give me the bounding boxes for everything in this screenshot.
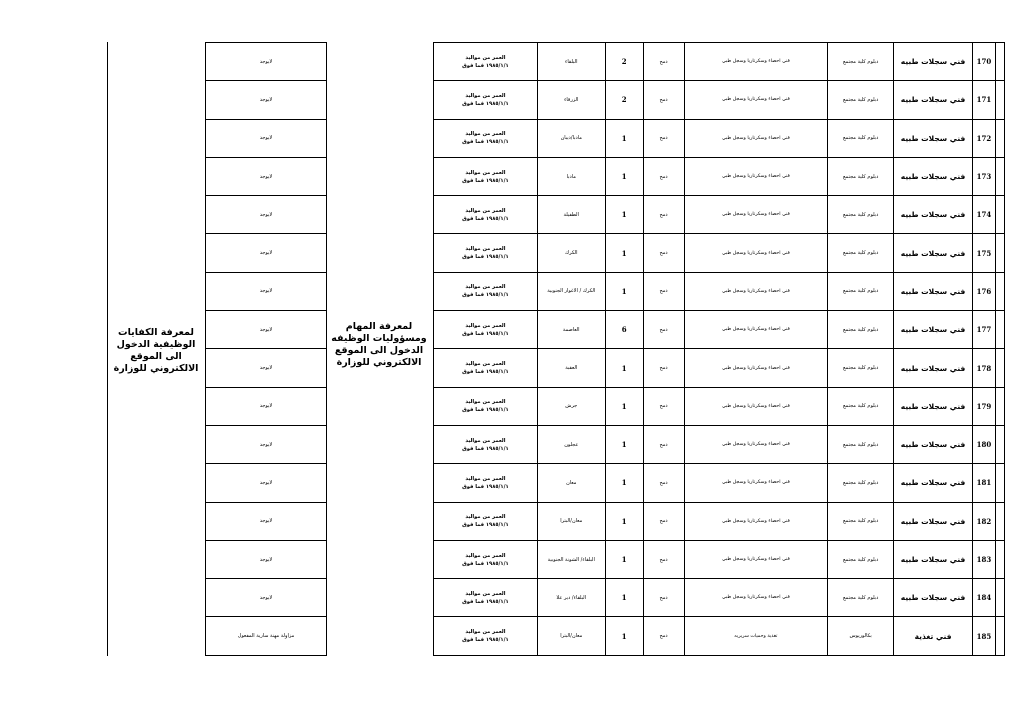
- age-line-1: العمر من مواليد: [465, 437, 506, 444]
- age-line-2: ١٩٨٥/١/١ فما فوق: [462, 369, 509, 376]
- age-line-2: ١٩٨٥/١/١ فما فوق: [462, 407, 509, 414]
- blank-cell: [995, 234, 1004, 272]
- sequence-cell: 183: [973, 540, 996, 578]
- experience-cell: لايوجد: [206, 196, 327, 234]
- age-requirement-cell: [434, 119, 538, 157]
- job-title-cell: فني سجلات طبيه: [894, 349, 973, 387]
- location-cell: الزرقاء: [537, 81, 605, 119]
- count-cell: 1: [605, 540, 643, 578]
- table-row: [434, 349, 1005, 387]
- experience-cell: لايوجد: [206, 119, 327, 157]
- table-row: [434, 81, 1005, 119]
- age-line-1: العمر من مواليد: [465, 552, 506, 559]
- table-row: [206, 196, 327, 234]
- sequence-cell: 170: [973, 43, 996, 81]
- age-line-2: ١٩٨٥/١/١ فما فوق: [462, 598, 509, 605]
- table-row: [434, 425, 1005, 463]
- age-line-1: العمر من مواليد: [465, 207, 506, 214]
- degree-cell: دبلوم كلية مجتمع: [828, 234, 894, 272]
- degree-cell: دبلوم كلية مجتمع: [828, 43, 894, 81]
- table-row: [206, 387, 327, 425]
- table-row: [434, 579, 1005, 617]
- experience-cell: لايوجد: [206, 234, 327, 272]
- table-row: [206, 349, 327, 387]
- type-cell: دمج: [643, 617, 684, 655]
- specialization-cell: فني احصاء وسكرتاريا وسجل طبي: [684, 464, 828, 502]
- specialization-cell: فني احصاء وسكرتاريا وسجل طبي: [684, 502, 828, 540]
- age-requirement-cell: [434, 43, 538, 81]
- sequence-cell: 182: [973, 502, 996, 540]
- experience-cell: لايوجد: [206, 43, 327, 81]
- age-requirement-cell: [434, 234, 538, 272]
- type-cell: دمج: [643, 349, 684, 387]
- specialization-cell: فني احصاء وسكرتاريا وسجل طبي: [684, 157, 828, 195]
- age-requirement-cell: [434, 196, 538, 234]
- count-cell: 6: [605, 311, 643, 349]
- sequence-cell: 176: [973, 272, 996, 310]
- type-cell: دمج: [643, 81, 684, 119]
- specialization-cell: فني احصاء وسكرتاريا وسجل طبي: [684, 425, 828, 463]
- experience-cell: لايوجد: [206, 579, 327, 617]
- left-margin-line: [107, 42, 108, 656]
- location-cell: الكرك / الاغوار الجنوبية: [537, 272, 605, 310]
- sequence-cell: 180: [973, 425, 996, 463]
- job-title-cell: فني سجلات طبيه: [894, 119, 973, 157]
- age-line-1: العمر من مواليد: [465, 361, 506, 368]
- sequence-cell: 178: [973, 349, 996, 387]
- job-title-cell: فني سجلات طبيه: [894, 425, 973, 463]
- age-requirement-cell: [434, 617, 538, 655]
- job-title-cell: فني سجلات طبيه: [894, 502, 973, 540]
- age-line-1: العمر من مواليد: [465, 322, 506, 329]
- specialization-cell: فني احصاء وسكرتاريا وسجل طبي: [684, 387, 828, 425]
- age-line-2: ١٩٨٥/١/١ فما فوق: [462, 292, 509, 299]
- experience-cell: لايوجد: [206, 540, 327, 578]
- age-requirement-cell: [434, 502, 538, 540]
- age-line-2: ١٩٨٥/١/١ فما فوق: [462, 215, 509, 222]
- count-cell: 1: [605, 502, 643, 540]
- count-cell: 2: [605, 43, 643, 81]
- location-cell: مادبا/ذيبان: [537, 119, 605, 157]
- job-title-cell: فني سجلات طبيه: [894, 43, 973, 81]
- sequence-cell: 175: [973, 234, 996, 272]
- jobs-table: [433, 42, 1005, 656]
- count-cell: 1: [605, 234, 643, 272]
- degree-cell: دبلوم كلية مجتمع: [828, 81, 894, 119]
- age-line-2: ١٩٨٥/١/١ فما فوق: [462, 483, 509, 490]
- experience-cell: لايوجد: [206, 502, 327, 540]
- table-row: [434, 387, 1005, 425]
- experience-cell: لايوجد: [206, 425, 327, 463]
- table-row: [206, 311, 327, 349]
- location-cell: الطفيلة: [537, 196, 605, 234]
- blank-cell: [995, 311, 1004, 349]
- sequence-cell: 174: [973, 196, 996, 234]
- table-row: [206, 234, 327, 272]
- age-line-1: العمر من مواليد: [465, 284, 506, 291]
- sequence-cell: 184: [973, 579, 996, 617]
- age-line-1: العمر من مواليد: [465, 169, 506, 176]
- location-cell: البلقاء: [537, 43, 605, 81]
- table-row: [434, 464, 1005, 502]
- count-cell: 1: [605, 464, 643, 502]
- specialization-cell: فني احصاء وسكرتاريا وسجل طبي: [684, 311, 828, 349]
- sequence-cell: 172: [973, 119, 996, 157]
- experience-cell: لايوجد: [206, 464, 327, 502]
- specialization-cell: فني احصاء وسكرتاريا وسجل طبي: [684, 272, 828, 310]
- specialization-cell: فني احصاء وسكرتاريا وسجل طبي: [684, 81, 828, 119]
- age-line-1: العمر من مواليد: [465, 475, 506, 482]
- blank-cell: [995, 579, 1004, 617]
- age-requirement-cell: [434, 157, 538, 195]
- type-cell: دمج: [643, 502, 684, 540]
- specialization-cell: فني احصاء وسكرتاريا وسجل طبي: [684, 579, 828, 617]
- blank-cell: [995, 387, 1004, 425]
- experience-cell: مزاولة مهنة سارية المفعول: [206, 617, 327, 655]
- type-cell: دمج: [643, 540, 684, 578]
- age-requirement-cell: [434, 425, 538, 463]
- table-row: [206, 502, 327, 540]
- table-row: [434, 234, 1005, 272]
- experience-table: [205, 42, 327, 656]
- table-row: [434, 311, 1005, 349]
- degree-cell: دبلوم كلية مجتمع: [828, 502, 894, 540]
- location-cell: البلقاء/ الشونة الجنوبية: [537, 540, 605, 578]
- count-cell: 2: [605, 81, 643, 119]
- type-cell: دمج: [643, 464, 684, 502]
- degree-cell: دبلوم كلية مجتمع: [828, 311, 894, 349]
- table-row: [434, 157, 1005, 195]
- table-row: [434, 196, 1005, 234]
- type-cell: دمج: [643, 119, 684, 157]
- job-title-cell: فني سجلات طبيه: [894, 81, 973, 119]
- table-row: [434, 540, 1005, 578]
- sequence-cell: 173: [973, 157, 996, 195]
- job-title-cell: فني سجلات طبيه: [894, 579, 973, 617]
- job-title-cell: فني سجلات طبيه: [894, 311, 973, 349]
- experience-cell: لايوجد: [206, 387, 327, 425]
- age-requirement-cell: [434, 349, 538, 387]
- location-cell: عجلون: [537, 425, 605, 463]
- age-line-2: ١٩٨٥/١/١ فما فوق: [462, 139, 509, 146]
- age-line-1: العمر من مواليد: [465, 246, 506, 253]
- table-row: [206, 272, 327, 310]
- sequence-cell: 177: [973, 311, 996, 349]
- experience-cell: لايوجد: [206, 272, 327, 310]
- age-line-2: ١٩٨٥/١/١ فما فوق: [462, 522, 509, 529]
- age-line-1: العمر من مواليد: [465, 514, 506, 521]
- age-line-2: ١٩٨٥/١/١ فما فوق: [462, 330, 509, 337]
- age-requirement-cell: [434, 311, 538, 349]
- competencies-note: لمعرفة الكفايات الوظيفية الدخول الى الموقع الالكتروني للوزارة: [113, 327, 199, 374]
- table-row: [206, 579, 327, 617]
- age-requirement-cell: [434, 579, 538, 617]
- blank-cell: [995, 272, 1004, 310]
- job-title-cell: فني سجلات طبيه: [894, 196, 973, 234]
- age-line-2: ١٩٨٥/١/١ فما فوق: [462, 254, 509, 261]
- blank-cell: [995, 502, 1004, 540]
- specialization-cell: فني احصاء وسكرتاريا وسجل طبي: [684, 196, 828, 234]
- degree-cell: دبلوم كلية مجتمع: [828, 196, 894, 234]
- specialization-cell: فني احصاء وسكرتاريا وسجل طبي: [684, 43, 828, 81]
- type-cell: دمج: [643, 579, 684, 617]
- table-row: [206, 119, 327, 157]
- location-cell: مادبا: [537, 157, 605, 195]
- experience-cell: لايوجد: [206, 157, 327, 195]
- degree-cell: دبلوم كلية مجتمع: [828, 540, 894, 578]
- table-row: [206, 425, 327, 463]
- table-row: [206, 617, 327, 655]
- type-cell: دمج: [643, 157, 684, 195]
- degree-cell: بكالوريوس: [828, 617, 894, 655]
- experience-cell: لايوجد: [206, 349, 327, 387]
- specialization-cell: فني احصاء وسكرتاريا وسجل طبي: [684, 234, 828, 272]
- type-cell: دمج: [643, 425, 684, 463]
- blank-cell: [995, 196, 1004, 234]
- location-cell: العاصمة: [537, 311, 605, 349]
- blank-cell: [995, 349, 1004, 387]
- blank-cell: [995, 425, 1004, 463]
- location-cell: البلقاء/ دير علا: [537, 579, 605, 617]
- blank-cell: [995, 617, 1004, 655]
- location-cell: معان/البترا: [537, 502, 605, 540]
- type-cell: دمج: [643, 234, 684, 272]
- table-row: [434, 272, 1005, 310]
- experience-cell: لايوجد: [206, 311, 327, 349]
- degree-cell: دبلوم كلية مجتمع: [828, 387, 894, 425]
- sequence-cell: 181: [973, 464, 996, 502]
- sequence-cell: 179: [973, 387, 996, 425]
- age-line-1: العمر من مواليد: [465, 629, 506, 636]
- blank-cell: [995, 540, 1004, 578]
- blank-cell: [995, 464, 1004, 502]
- degree-cell: دبلوم كلية مجتمع: [828, 157, 894, 195]
- count-cell: 1: [605, 617, 643, 655]
- job-title-cell: فني سجلات طبيه: [894, 157, 973, 195]
- location-cell: العقبة: [537, 349, 605, 387]
- age-requirement-cell: [434, 81, 538, 119]
- age-requirement-cell: [434, 272, 538, 310]
- specialization-cell: فني احصاء وسكرتاريا وسجل طبي: [684, 349, 828, 387]
- specialization-cell: تغذية وحميات سريريه: [684, 617, 828, 655]
- age-line-1: العمر من مواليد: [465, 590, 506, 597]
- degree-cell: دبلوم كلية مجتمع: [828, 579, 894, 617]
- table-row: [434, 502, 1005, 540]
- degree-cell: دبلوم كلية مجتمع: [828, 425, 894, 463]
- age-line-1: العمر من مواليد: [465, 92, 506, 99]
- count-cell: 1: [605, 579, 643, 617]
- job-title-cell: فني سجلات طبيه: [894, 272, 973, 310]
- sequence-cell: 185: [973, 617, 996, 655]
- location-cell: جرش: [537, 387, 605, 425]
- age-line-2: ١٩٨٥/١/١ فما فوق: [462, 560, 509, 567]
- type-cell: دمج: [643, 272, 684, 310]
- location-cell: معان: [537, 464, 605, 502]
- age-requirement-cell: [434, 387, 538, 425]
- table-row: [206, 81, 327, 119]
- blank-cell: [995, 43, 1004, 81]
- experience-cell: لايوجد: [206, 81, 327, 119]
- specialization-cell: فني احصاء وسكرتاريا وسجل طبي: [684, 540, 828, 578]
- count-cell: 1: [605, 387, 643, 425]
- age-line-1: العمر من مواليد: [465, 399, 506, 406]
- age-requirement-cell: [434, 464, 538, 502]
- type-cell: دمج: [643, 387, 684, 425]
- tasks-note: لمعرفة المهام ومسؤوليات الوظيفه الدخول الى الموقع الالكتروني للوزارة: [331, 321, 427, 368]
- blank-cell: [995, 157, 1004, 195]
- count-cell: 1: [605, 157, 643, 195]
- job-title-cell: فني سجلات طبيه: [894, 540, 973, 578]
- table-row: [206, 540, 327, 578]
- blank-cell: [995, 119, 1004, 157]
- job-title-cell: فني تغذية: [894, 617, 973, 655]
- job-title-cell: فني سجلات طبيه: [894, 234, 973, 272]
- age-line-2: ١٩٨٥/١/١ فما فوق: [462, 62, 509, 69]
- degree-cell: دبلوم كلية مجتمع: [828, 119, 894, 157]
- degree-cell: دبلوم كلية مجتمع: [828, 272, 894, 310]
- type-cell: دمج: [643, 43, 684, 81]
- table-row: [206, 43, 327, 81]
- age-line-2: ١٩٨٥/١/١ فما فوق: [462, 637, 509, 644]
- age-line-2: ١٩٨٥/١/١ فما فوق: [462, 445, 509, 452]
- table-row: [206, 157, 327, 195]
- table-row: [434, 43, 1005, 81]
- age-requirement-cell: [434, 540, 538, 578]
- specialization-cell: فني احصاء وسكرتاريا وسجل طبي: [684, 119, 828, 157]
- location-cell: الكرك: [537, 234, 605, 272]
- age-line-1: العمر من مواليد: [465, 131, 506, 138]
- blank-cell: [995, 81, 1004, 119]
- table-row: [434, 617, 1005, 655]
- count-cell: 1: [605, 425, 643, 463]
- type-cell: دمج: [643, 196, 684, 234]
- age-line-1: العمر من مواليد: [465, 54, 506, 61]
- sequence-cell: 171: [973, 81, 996, 119]
- age-line-2: ١٩٨٥/١/١ فما فوق: [462, 100, 509, 107]
- job-title-cell: فني سجلات طبيه: [894, 387, 973, 425]
- location-cell: معان/البترا: [537, 617, 605, 655]
- age-line-2: ١٩٨٥/١/١ فما فوق: [462, 177, 509, 184]
- table-row: [434, 119, 1005, 157]
- job-title-cell: فني سجلات طبيه: [894, 464, 973, 502]
- type-cell: دمج: [643, 311, 684, 349]
- count-cell: 1: [605, 272, 643, 310]
- table-row: [206, 464, 327, 502]
- count-cell: 1: [605, 349, 643, 387]
- count-cell: 1: [605, 119, 643, 157]
- degree-cell: دبلوم كلية مجتمع: [828, 349, 894, 387]
- degree-cell: دبلوم كلية مجتمع: [828, 464, 894, 502]
- count-cell: 1: [605, 196, 643, 234]
